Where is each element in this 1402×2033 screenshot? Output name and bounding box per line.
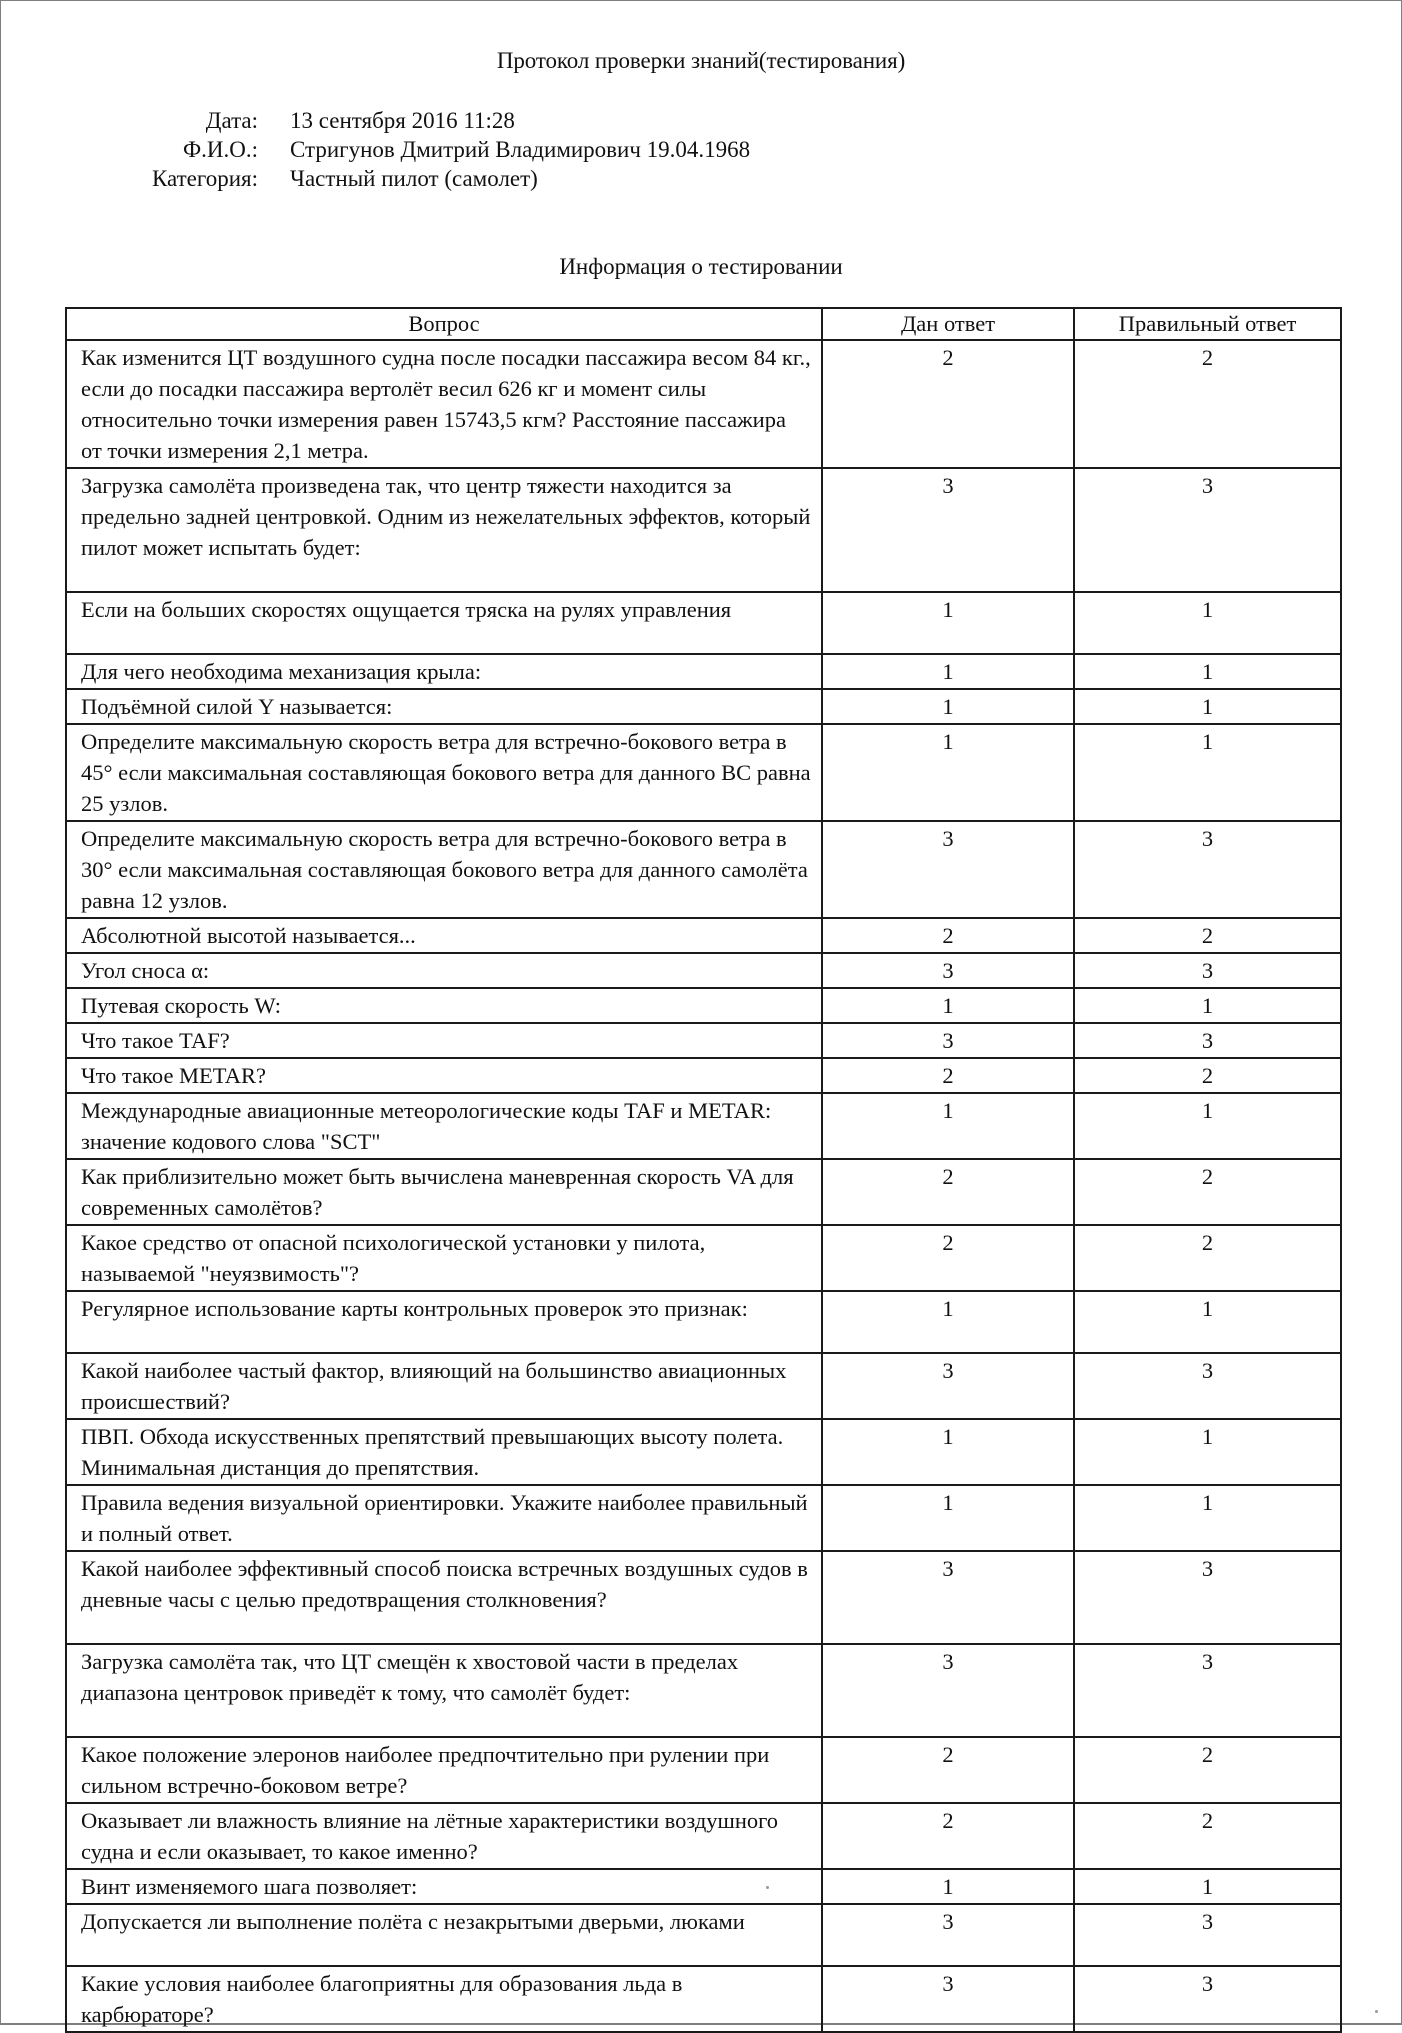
question-cell: Что такое METAR? — [66, 1058, 822, 1093]
correct-answer-cell: 2 — [1074, 1058, 1341, 1093]
question-cell: Путевая скорость W: — [66, 988, 822, 1023]
meta-date — [0, 106, 1100, 135]
given-answer-cell: 3 — [822, 1904, 1074, 1966]
correct-answer-cell: 1 — [1074, 1419, 1341, 1485]
table-row — [66, 1291, 1341, 1353]
table-row — [66, 724, 1341, 821]
table-row — [66, 689, 1341, 724]
question-cell: Подъёмной силой Y называется: — [66, 689, 822, 724]
table-row — [66, 1058, 1341, 1093]
question-cell: Допускается ли выполнение полёта с незакрытыми дверьми, люками — [66, 1904, 822, 1966]
correct-answer-cell: 1 — [1074, 1093, 1341, 1159]
question-cell: Как изменится ЦТ воздушного судна после посадки пассажира весом 84 кг., если до посадки пассажира вертолёт весил 626 кг и момент силы относительно точки измерения равен 15743,5 кгм? Расстояние пассажира от точки измерения 2,1 метра. — [66, 340, 822, 468]
correct-answer-cell: 1 — [1074, 592, 1341, 654]
correct-answer-cell: 2 — [1074, 918, 1341, 953]
given-answer-cell: 2 — [822, 1159, 1074, 1225]
question-cell: Абсолютной высотой называется... — [66, 918, 822, 953]
question-cell: Винт изменяемого шага позволяет: — [66, 1869, 822, 1904]
question-cell: Загрузка самолёта так, что ЦТ смещён к хвостовой части в пределах диапазона центровок приведёт к тому, что самолёт будет: — [66, 1644, 822, 1737]
question-cell: Какой наиболее эффективный способ поиска встречных воздушных судов в дневные часы с целью предотвращения столкновения? — [66, 1551, 822, 1644]
correct-answer-cell: 1 — [1074, 654, 1341, 689]
table-row — [66, 1093, 1341, 1159]
table-row — [66, 1803, 1341, 1869]
question-cell: Для чего необходима механизация крыла: — [66, 654, 822, 689]
table-row — [66, 1159, 1341, 1225]
meta-category-value: Частный пилот (самолет) — [290, 166, 538, 191]
given-answer-cell: 3 — [822, 468, 1074, 592]
table-row — [66, 1419, 1341, 1485]
table-row — [66, 1644, 1341, 1737]
given-answer-cell: 1 — [822, 592, 1074, 654]
table-row — [66, 592, 1341, 654]
given-answer-cell: 1 — [822, 1093, 1074, 1159]
correct-answer-cell: 2 — [1074, 1159, 1341, 1225]
given-answer-cell: 2 — [822, 1737, 1074, 1803]
section-title: Информация о тестировании — [559, 254, 843, 279]
table-row — [66, 1966, 1341, 2032]
table-row — [66, 988, 1341, 1023]
correct-answer-cell: 1 — [1074, 1485, 1341, 1551]
table-row — [66, 1551, 1341, 1644]
table-row — [66, 340, 1341, 468]
table-row — [66, 1869, 1341, 1904]
correct-answer-cell: 3 — [1074, 1904, 1341, 1966]
meta-category — [0, 164, 1100, 193]
question-cell: Какой наиболее частый фактор, влияющий на большинство авиационных происшествий? — [66, 1353, 822, 1419]
given-answer-cell: 2 — [822, 1803, 1074, 1869]
question-cell: Какое средство от опасной психологической установки у пилота, называемой "неуязвимость"? — [66, 1225, 822, 1291]
table-row — [66, 654, 1341, 689]
given-answer-cell: 2 — [822, 1225, 1074, 1291]
given-answer-cell: 3 — [822, 821, 1074, 918]
given-answer-cell: 3 — [822, 1644, 1074, 1737]
question-cell: Определите максимальную скорость ветра для встречно-бокового ветра в 30° если максимальная составляющая бокового ветра для данного самолёта равна 12 узлов. — [66, 821, 822, 918]
meta-name-value: Стригунов Дмитрий Владимирович 19.04.1968 — [290, 137, 751, 162]
meta-date-label: Дата: — [205, 108, 258, 133]
correct-answer-cell: 3 — [1074, 821, 1341, 918]
question-cell: Оказывает ли влажность влияние на лётные характеристики воздушного судна и если оказывает, то какое именно? — [66, 1803, 822, 1869]
correct-answer-cell: 3 — [1074, 1644, 1341, 1737]
correct-answer-cell: 3 — [1074, 1023, 1341, 1058]
given-answer-cell: 2 — [822, 340, 1074, 468]
table-header-row — [66, 308, 1341, 340]
scan-speck — [1375, 2010, 1378, 2013]
question-cell: Угол сноса α: — [66, 953, 822, 988]
meta-name — [0, 135, 1100, 164]
given-answer-cell: 1 — [822, 988, 1074, 1023]
correct-answer-cell: 2 — [1074, 1737, 1341, 1803]
given-answer-cell: 3 — [822, 1353, 1074, 1419]
question-cell: Загрузка самолёта произведена так, что центр тяжести находится за предельно задней центровкой. Одним из нежелательных эффектов, который пилот может испытать будет: — [66, 468, 822, 592]
table-row — [66, 1904, 1341, 1966]
meta-block — [0, 106, 1100, 193]
given-answer-cell: 1 — [822, 1869, 1074, 1904]
question-cell: Международные авиационные метеорологические коды TAF и METAR: значение кодового слова "SCT" — [66, 1093, 822, 1159]
results-table — [65, 307, 1342, 2033]
given-answer-cell: 3 — [822, 1023, 1074, 1058]
given-answer-cell: 1 — [822, 1419, 1074, 1485]
question-cell: Какое положение элеронов наиболее предпочтительно при рулении при сильном встречно-боковом ветре? — [66, 1737, 822, 1803]
question-cell: ПВП. Обхода искусственных препятствий превышающих высоту полета. Минимальная дистанция до препятствия. — [66, 1419, 822, 1485]
table-row — [66, 1737, 1341, 1803]
correct-answer-cell: 2 — [1074, 340, 1341, 468]
question-cell: Как приблизительно может быть вычислена маневренная скорость VA для современных самолётов? — [66, 1159, 822, 1225]
table-row — [66, 468, 1341, 592]
table-row — [66, 821, 1341, 918]
given-answer-cell: 2 — [822, 918, 1074, 953]
header-question: Вопрос — [66, 308, 822, 340]
correct-answer-cell: 1 — [1074, 1291, 1341, 1353]
table-row — [66, 1225, 1341, 1291]
table-row — [66, 1353, 1341, 1419]
correct-answer-cell: 3 — [1074, 1966, 1341, 2032]
table-row — [66, 1023, 1341, 1058]
given-answer-cell: 1 — [822, 1291, 1074, 1353]
correct-answer-cell: 2 — [1074, 1803, 1341, 1869]
question-cell: Правила ведения визуальной ориентировки. Укажите наиболее правильный и полный ответ. — [66, 1485, 822, 1551]
correct-answer-cell: 1 — [1074, 724, 1341, 821]
correct-answer-cell: 1 — [1074, 689, 1341, 724]
correct-answer-cell: 3 — [1074, 953, 1341, 988]
question-cell: Если на больших скоростях ощущается тряска на рулях управления — [66, 592, 822, 654]
meta-name-label: Ф.И.О.: — [182, 137, 258, 162]
question-cell: Регулярное использование карты контрольных проверок это признак: — [66, 1291, 822, 1353]
correct-answer-cell: 3 — [1074, 468, 1341, 592]
header-given-answer: Дан ответ — [822, 308, 1074, 340]
given-answer-cell: 3 — [822, 1966, 1074, 2032]
table-row — [66, 953, 1341, 988]
correct-answer-cell: 3 — [1074, 1353, 1341, 1419]
correct-answer-cell: 1 — [1074, 988, 1341, 1023]
meta-category-label: Категория: — [151, 166, 258, 191]
question-cell: Определите максимальную скорость ветра для встречно-бокового ветра в 45° если максимальная составляющая бокового ветра для данного ВС равна 25 узлов. — [66, 724, 822, 821]
header-correct-answer: Правильный ответ — [1074, 308, 1341, 340]
given-answer-cell: 3 — [822, 1551, 1074, 1644]
scan-speck — [766, 1886, 769, 1889]
correct-answer-cell: 1 — [1074, 1869, 1341, 1904]
question-cell: Что такое TAF? — [66, 1023, 822, 1058]
meta-date-value: 13 сентября 2016 11:28 — [290, 108, 515, 133]
given-answer-cell: 1 — [822, 724, 1074, 821]
table-row — [66, 1485, 1341, 1551]
given-answer-cell: 1 — [822, 689, 1074, 724]
given-answer-cell: 1 — [822, 654, 1074, 689]
correct-answer-cell: 3 — [1074, 1551, 1341, 1644]
given-answer-cell: 3 — [822, 953, 1074, 988]
correct-answer-cell: 2 — [1074, 1225, 1341, 1291]
table-row — [66, 918, 1341, 953]
given-answer-cell: 1 — [822, 1485, 1074, 1551]
given-answer-cell: 2 — [822, 1058, 1074, 1093]
document-title: Протокол проверки знаний(тестирования) — [496, 48, 906, 73]
question-cell: Какие условия наиболее благоприятны для образования льда в карбюраторе? — [66, 1966, 822, 2032]
